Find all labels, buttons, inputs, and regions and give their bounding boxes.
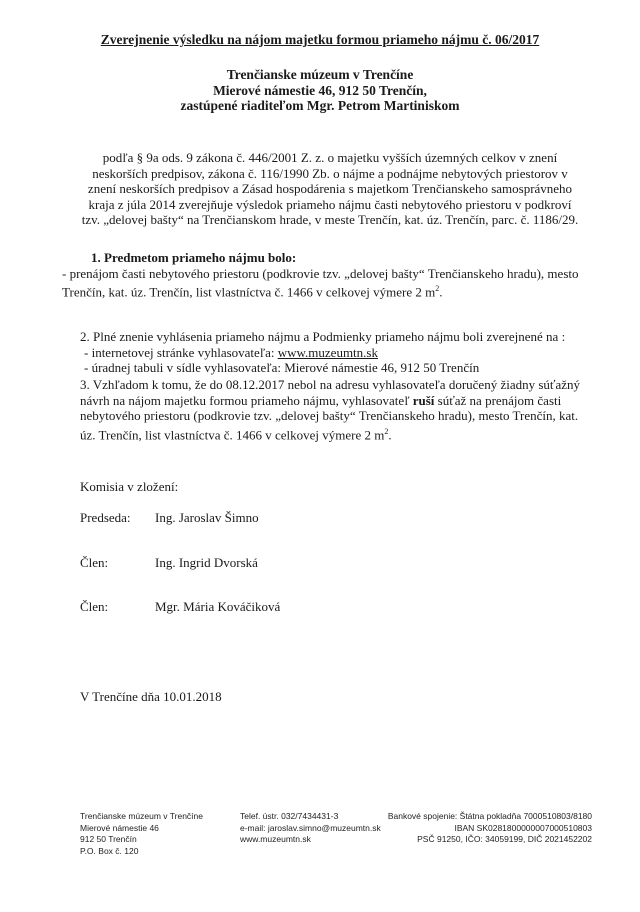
section-1-end: . bbox=[439, 284, 443, 300]
footer-line: P.O. Box č. 120 bbox=[80, 845, 139, 856]
section-3 bbox=[80, 377, 585, 442]
date-line: V Trenčíne dňa 10.01.2018 bbox=[80, 689, 222, 704]
footer-line: PSČ 91250, IČO: 34059199, DIČ 2021452202 bbox=[417, 834, 592, 844]
section-1-sup: 2 bbox=[435, 284, 440, 293]
institution-name: Trenčianske múzeum v Trenčíne bbox=[226, 67, 414, 82]
section-3-end: . bbox=[388, 426, 392, 442]
member-name: Ing. Ingrid Dvorská bbox=[155, 555, 258, 570]
institution-representative: zastúpené riaditeľom Mgr. Petrom Martiniskom bbox=[180, 98, 460, 113]
footer-line: Telef. ústr. 032/7434431-3 bbox=[240, 811, 339, 821]
footer-line: Bankové spojenie: Štátna pokladňa 7000510803/8180 bbox=[387, 811, 592, 821]
document-title: Zverejnenie výsledku na nájom majetku formou priameho nájmu č. 06/2017 bbox=[100, 32, 540, 47]
section-2-text: 2. Plné znenie vyhlásenia priameho nájmu a Podmienky priameho nájmu boli zverejnené na : bbox=[80, 329, 566, 344]
footer-website: www.muzeumtn.sk bbox=[240, 834, 311, 844]
section-3-sup: 2 bbox=[384, 426, 389, 436]
footer-line: Trenčianske múzeum v Trenčíne bbox=[80, 811, 203, 821]
section-3-cancel-word: ruší bbox=[412, 392, 435, 408]
section-1-text bbox=[62, 266, 592, 300]
section-1-body: - prenájom časti nebytového priestoru (podkrovie tzv. „delovej bašty“ Trenčianskeho hradu), mesto Trenčín, kat. úz. Trenčín, list vlastníctva č. 1466 v celkovej výmere 2 m bbox=[62, 265, 579, 300]
institution-header bbox=[0, 67, 640, 114]
section-3-part2: súťaž na prenájom časti nebytového priestoru (podkrovie tzv. „delovej bašty“ Trenčianskeho hradu), mesto Trenčín, kat. úz. Trenčín, list vlastníctva č. 1466 v celkovej výmere 2 m bbox=[80, 392, 579, 442]
institution-address: Mierové námestie 46, 912 50 Trenčín, bbox=[213, 82, 427, 98]
footer-email: e-mail: jaroslav.simno@muzeumtn.sk bbox=[240, 822, 381, 833]
footer-address bbox=[80, 811, 203, 857]
section-1 bbox=[62, 250, 580, 300]
intro-paragraph: podľa § 9a ods. 9 zákona č. 446/2001 Z. z. o majetku vyšších územných celkov v znení neskorších predpisov, zákona č. 116/1990 Zb. o nájme a podnájme nebytových priestorov v znení neskorších predpisov a Zásad hospodárenia s majetkom Trenčianskeho samosprávneho kraja z júla 2014 zverejňuje výsledok priameho nájmu časti nebytového priestoru v podkroví tzv. „delovej bašty“ na Trenčianskom hrade, v meste Trenčín, kat. úz. Trenčín, parc. č. 1186/29. bbox=[81, 150, 579, 227]
section-2 bbox=[80, 329, 600, 376]
section-2-item-web-label: - internetovej stránke vyhlasovateľa: bbox=[84, 344, 278, 360]
member-name: Mgr. Mária Kováčiková bbox=[155, 599, 281, 614]
member-role: Predseda: bbox=[80, 510, 131, 525]
member-role: Člen: bbox=[80, 555, 109, 570]
member-name: Ing. Jaroslav Šimno bbox=[155, 510, 259, 525]
footer-line: IBAN SK0281800000007000510803 bbox=[454, 822, 592, 833]
footer-bank bbox=[380, 811, 592, 846]
section-2-item-board: - úradnej tabuli v sídle vyhlasovateľa: Mierové námestie 46, 912 50 Trenčín bbox=[84, 360, 480, 375]
footer-contact bbox=[240, 811, 381, 846]
footer-line: Mierové námestie 46 bbox=[80, 822, 159, 833]
section-2-item-web bbox=[80, 345, 600, 361]
section-3-part1: 3. Vzhľadom k tomu, že do 08.12.2017 nebol na adresu vyhlasovateľa doručený žiadny súťažný návrh na nájom majetku formou priameho nájmu, vyhlasovateľ bbox=[80, 377, 580, 408]
commission-heading: Komisia v zložení: bbox=[80, 479, 179, 494]
section-1-heading: 1. Predmetom priameho nájmu bolo: bbox=[91, 250, 297, 265]
website-link[interactable]: www.muzeumtn.sk bbox=[277, 344, 378, 360]
member-role: Člen: bbox=[80, 599, 109, 614]
footer-line: 912 50 Trenčín bbox=[80, 834, 137, 844]
